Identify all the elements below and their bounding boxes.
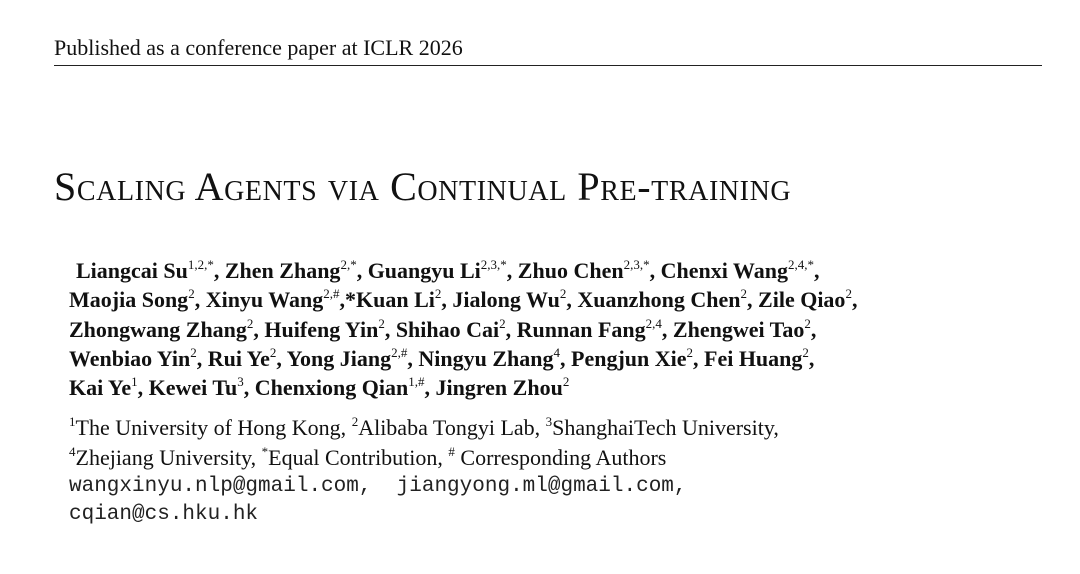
author-separator: ,	[810, 316, 817, 342]
author-name: Zhen Zhang	[224, 258, 341, 283]
author-separator: ,	[506, 258, 518, 283]
author-line	[69, 285, 857, 314]
author-affiliation-marker: 2	[559, 286, 567, 302]
affiliation-marker: 4	[69, 443, 76, 459]
author-affiliation-marker: 2	[188, 286, 195, 302]
affiliation-text: Corresponding Authors	[454, 444, 667, 470]
author-affiliation-marker: 2	[499, 315, 506, 331]
affiliation-marker: *	[261, 443, 269, 459]
author-affiliation-marker: 2	[190, 344, 197, 360]
author-name: Ningyu Zhang	[418, 345, 554, 371]
author-separator: ,	[747, 287, 759, 313]
author-separator: ,	[243, 375, 255, 401]
paper-title: Scaling Agents via Continual Pre-training	[54, 164, 792, 209]
author-name: Liangcai Su	[76, 258, 188, 283]
author-name: Zhongwang Zhang	[69, 316, 247, 342]
author-separator: ,	[424, 375, 436, 401]
author-separator: ,	[560, 345, 571, 371]
author-affiliation-marker: 4	[553, 344, 560, 360]
author-name: Huifeng Yin	[264, 316, 379, 342]
author-affiliation-marker: 1	[131, 374, 138, 390]
author-name: Chenxi Wang	[660, 258, 788, 283]
author-separator: ,	[407, 345, 419, 371]
author-name: Wenbiao Yin	[69, 345, 191, 371]
author-affiliation-marker: 2	[378, 315, 385, 331]
author-name: Zhengwei Tao	[672, 316, 805, 342]
author-name: Guangyu Li	[367, 258, 481, 283]
author-separator: ,	[356, 258, 368, 283]
author-name: Kuan Li	[356, 287, 435, 313]
author-affiliation-marker: 2,4	[645, 315, 662, 331]
author-affiliation-marker: 2,3,*	[480, 257, 507, 272]
author-affiliation-marker: 2	[246, 315, 254, 331]
author-affiliation-marker: 2,4,*	[787, 257, 814, 272]
author-name: Xinyu Wang	[205, 287, 324, 313]
affiliation-list	[69, 413, 779, 472]
author-name: Yong Jiang	[286, 345, 392, 371]
author-name: Shihao Cai	[395, 316, 500, 342]
author-name: Kewei Tu	[148, 375, 238, 401]
author-name: Kai Ye	[69, 375, 132, 401]
author-separator: ,	[813, 258, 820, 283]
affiliation-text: The University of Hong Kong,	[75, 415, 352, 440]
author-affiliation-marker: 2	[562, 374, 570, 390]
author-name: Pengjun Xie	[571, 345, 687, 371]
author-affiliation-marker: 2	[804, 315, 811, 331]
header-rule	[54, 65, 1042, 66]
author-name: Jialong Wu	[452, 287, 560, 313]
affiliation-marker: 1	[69, 414, 76, 429]
author-affiliation-marker: 2	[740, 286, 748, 302]
author-separator: ,	[276, 345, 287, 371]
author-affiliation-marker: 2,*	[340, 257, 357, 272]
author-affiliation-marker: 1,#	[408, 374, 425, 390]
author-list	[69, 256, 857, 402]
author-name: Maojia Song	[69, 287, 189, 313]
email-address-line: cqian@cs.hku.hk	[69, 502, 259, 526]
author-affiliation-marker: 2	[434, 286, 442, 302]
running-header: Published as a conference paper at ICLR 2026	[54, 35, 463, 60]
author-separator: ,	[808, 345, 815, 371]
author-separator: ,*	[339, 287, 357, 313]
affiliation-text: Equal Contribution,	[268, 444, 449, 470]
affiliation-line	[69, 413, 779, 443]
author-separator: ,	[505, 316, 517, 342]
author-separator: ,	[441, 287, 453, 313]
author-name: Jingren Zhou	[435, 375, 563, 401]
author-affiliation-marker: 2	[269, 344, 277, 360]
author-affiliation-marker: 2,#	[391, 344, 408, 360]
author-separator: ,	[661, 316, 673, 342]
author-affiliation-marker: 3	[237, 374, 244, 390]
author-name: Rui Ye	[207, 345, 270, 371]
author-line	[69, 344, 857, 373]
author-separator: ,	[194, 287, 206, 313]
author-affiliation-marker: 2,3,*	[623, 257, 650, 272]
author-separator: ,	[693, 345, 704, 371]
affiliation-text: Zhejiang University,	[75, 444, 262, 470]
affiliation-marker: 2	[351, 414, 359, 429]
author-separator: ,	[213, 258, 225, 283]
email-list	[69, 473, 687, 528]
affiliation-marker: #	[448, 443, 455, 459]
author-separator: ,	[384, 316, 396, 342]
author-affiliation-marker: 2	[802, 344, 809, 360]
author-name: Runnan Fang	[516, 316, 646, 342]
author-separator: ,	[253, 316, 265, 342]
author-affiliation-marker: 2,#	[323, 286, 340, 302]
author-name: Fei Huang	[704, 345, 803, 371]
author-name: Zhuo Chen	[517, 258, 624, 283]
affiliation-marker: 3	[545, 414, 553, 429]
affiliation-text: Alibaba Tongyi Lab,	[358, 415, 546, 440]
author-line	[69, 373, 857, 402]
author-name: Chenxiong Qian	[254, 375, 409, 401]
author-affiliation-marker: 2	[845, 286, 852, 302]
author-separator: ,	[137, 375, 149, 401]
email-address-line: wangxinyu.nlp@gmail.com, jiangyong.ml@gmail.com,	[69, 475, 687, 498]
author-separator: ,	[649, 258, 661, 283]
affiliation-line	[69, 443, 779, 473]
author-separator: ,	[851, 287, 858, 313]
author-name: Zile Qiao	[758, 287, 846, 313]
author-separator: ,	[196, 345, 208, 371]
author-affiliation-marker: 2	[686, 344, 693, 360]
author-affiliation-marker: 1,2,*	[187, 257, 214, 272]
affiliation-text: ShanghaiTech University,	[552, 415, 779, 440]
author-name: Xuanzhong Chen	[577, 287, 741, 313]
author-line	[69, 315, 857, 344]
author-line	[69, 256, 857, 285]
author-separator: ,	[566, 287, 578, 313]
